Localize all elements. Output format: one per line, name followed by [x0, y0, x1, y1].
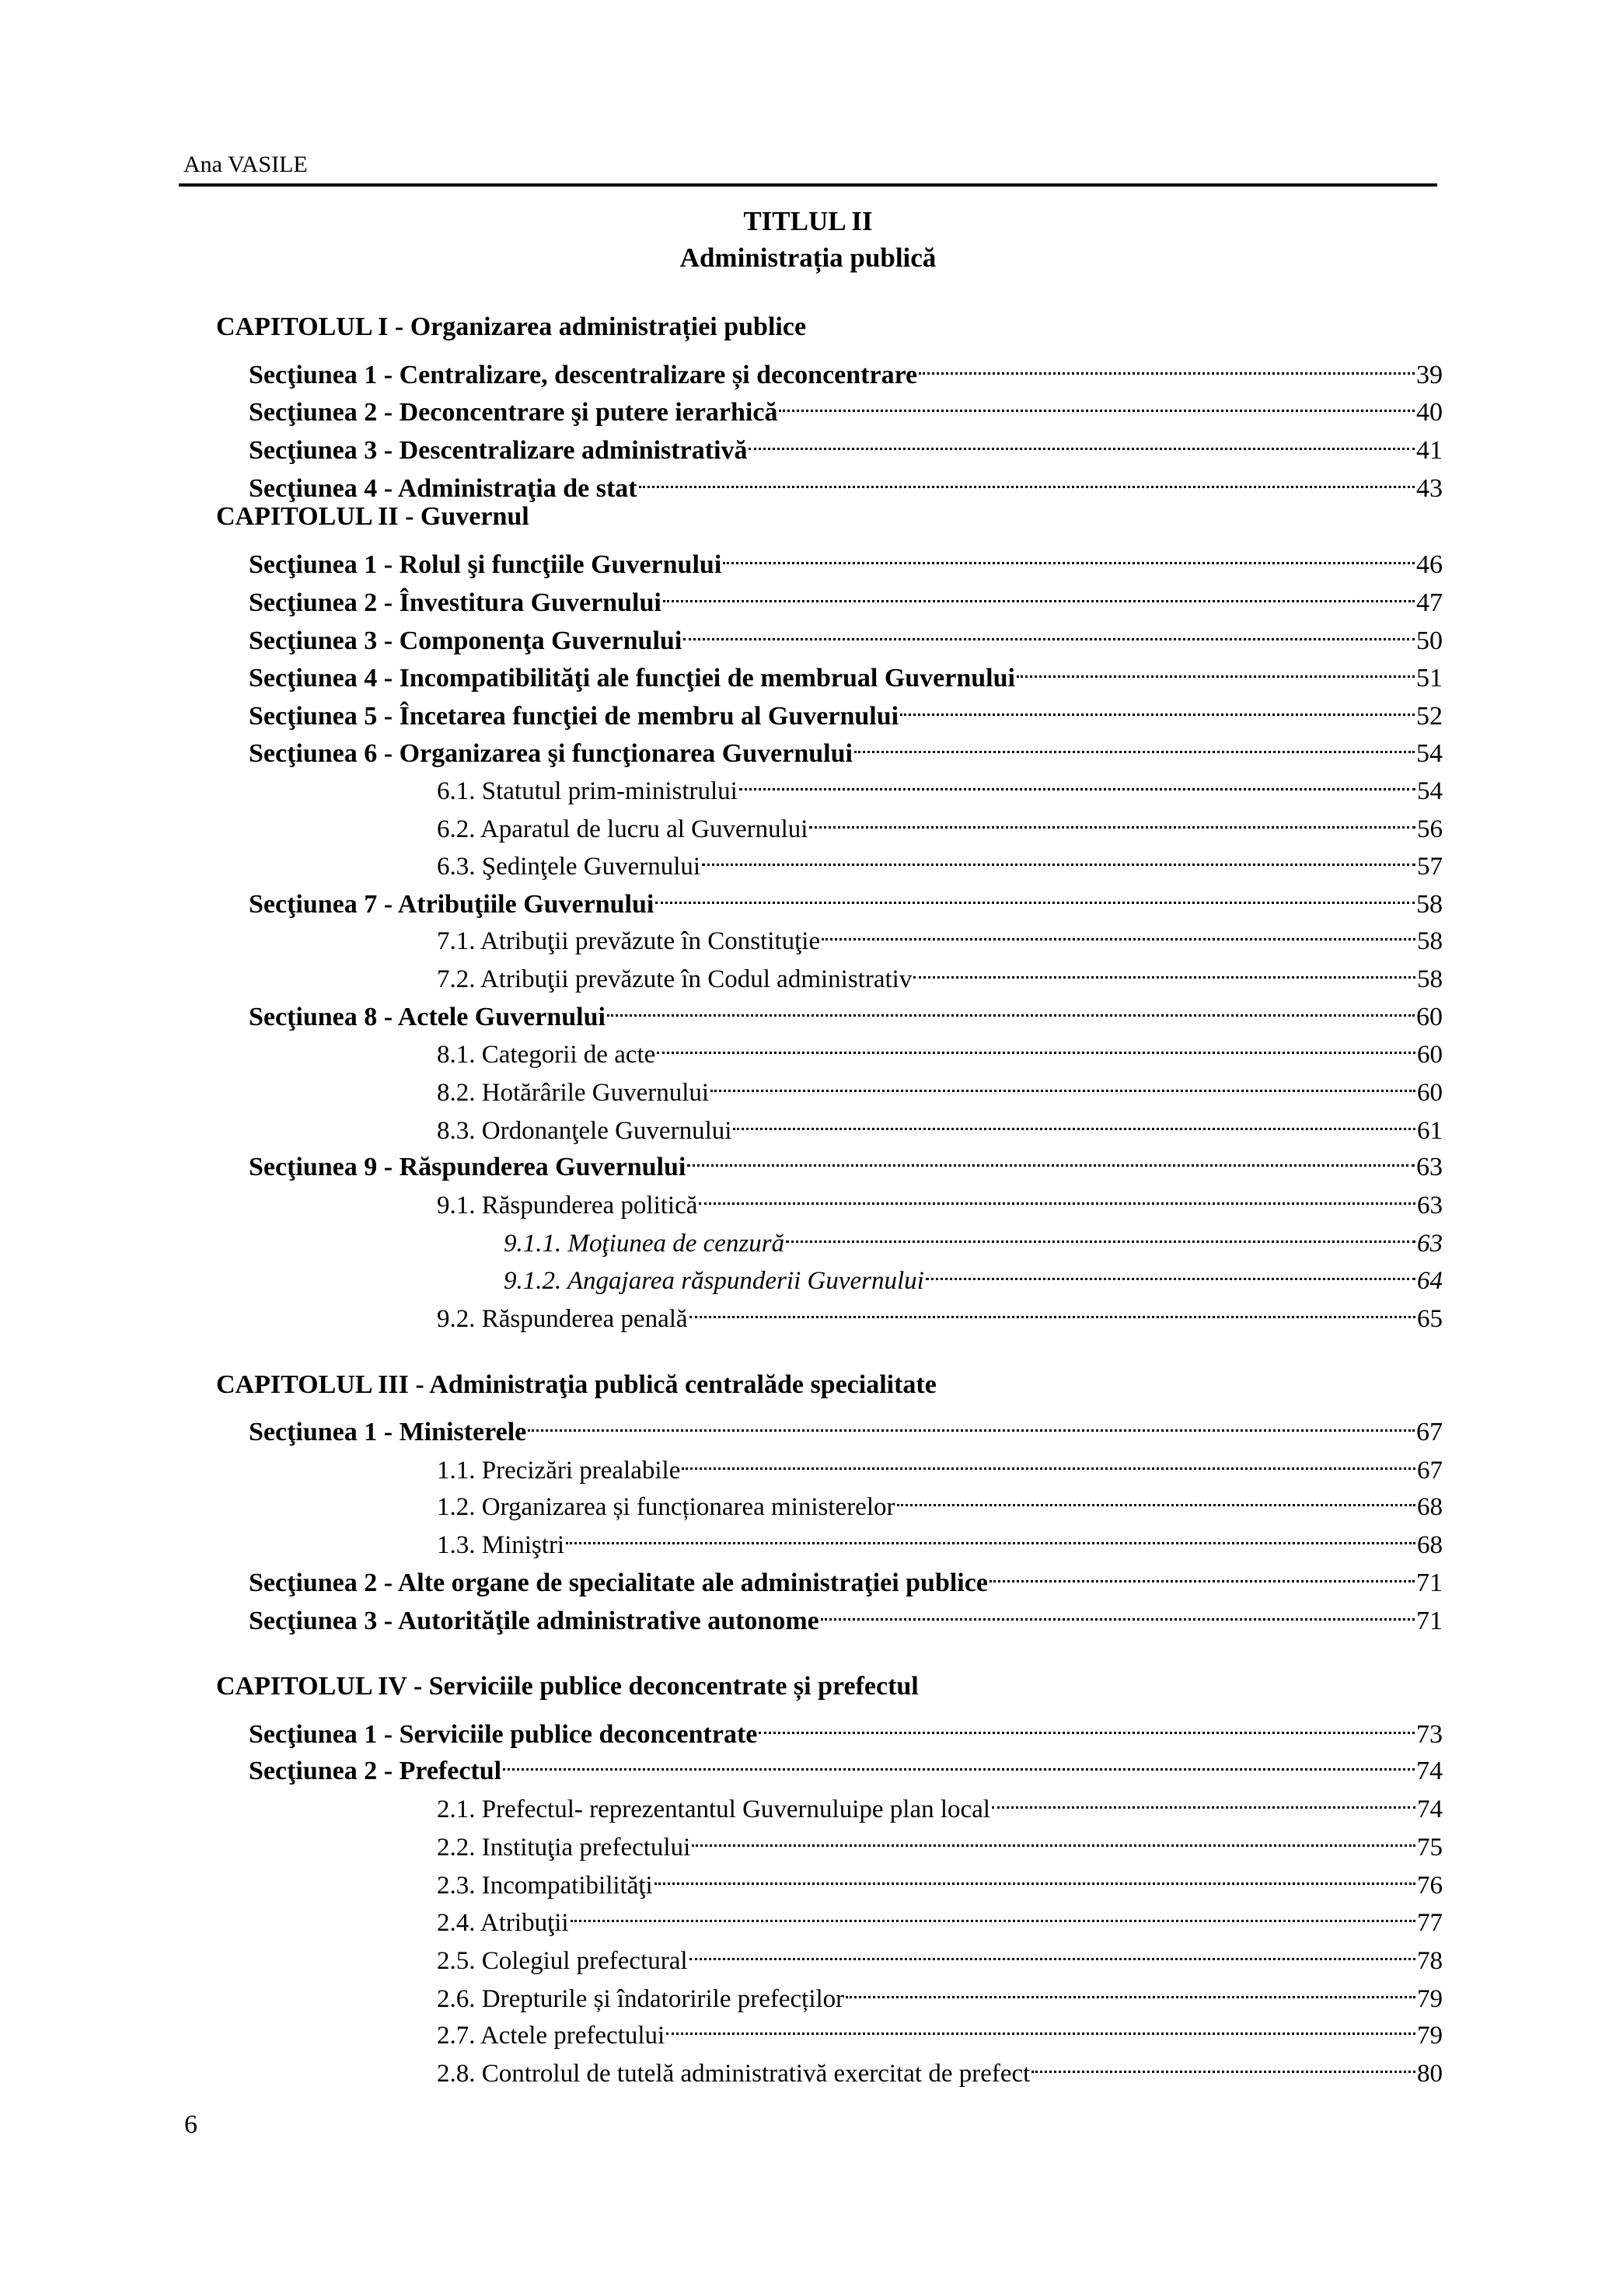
running-head-author: Ana VASILE [183, 152, 308, 177]
toc-entry-page-number: 71 [1416, 1568, 1443, 1597]
toc-entry-label: CAPITOLUL III - Administraţia publică centralăde specialitate [216, 1370, 937, 1399]
toc-sub-entry[interactable] [437, 1103, 1443, 1145]
toc-section-entry[interactable] [249, 689, 1443, 731]
toc-entry-label: Secţiunea 2 - Deconcentrare şi putere ierarhică [249, 398, 778, 427]
toc-sub-entry[interactable] [437, 951, 1443, 993]
toc-sub-entry[interactable] [437, 1065, 1443, 1107]
dot-leader [900, 689, 1415, 724]
dot-leader [897, 1479, 1416, 1515]
dot-leader [689, 1291, 1415, 1327]
toc-chapter-entry[interactable] [216, 499, 529, 535]
dot-leader [657, 1027, 1415, 1063]
dot-leader [992, 1781, 1415, 1817]
toc-entry-page-number: 71 [1416, 1607, 1443, 1635]
dot-leader [822, 913, 1415, 949]
dot-leader [692, 1820, 1415, 1855]
toc-sub-entry[interactable] [437, 1178, 1443, 1220]
toc-entry-page-number: 56 [1417, 815, 1443, 843]
toc-entry-label: Secţiunea 3 - Autorităţile administrative autonome [249, 1607, 819, 1635]
toc-entry-page-number: 76 [1417, 1872, 1443, 1900]
toc-entry-page-number: 54 [1417, 777, 1443, 805]
toc-sub-entry[interactable] [437, 801, 1443, 843]
toc-entry-page-number: 57 [1417, 853, 1443, 881]
toc-section-entry[interactable] [249, 385, 1443, 427]
toc-entry-page-number: 61 [1417, 1117, 1443, 1145]
dot-leader [689, 1933, 1415, 1969]
toc-entry-label: 2.7. Actele prefectului [437, 2022, 665, 2050]
toc-entry-label: 1.3. Miniştri [437, 1531, 565, 1559]
toc-entry-label: 6.1. Statutul prim-ministrului [437, 777, 738, 805]
toc-entry-page-number: 80 [1417, 2060, 1443, 2088]
toc-entry-label: Secţiunea 2 - Prefectul [249, 1757, 502, 1785]
toc-entry-page-number: 40 [1416, 398, 1443, 427]
toc-entry-page-number: 50 [1416, 626, 1443, 655]
dot-leader [989, 1555, 1415, 1591]
dot-leader [655, 877, 1415, 912]
dot-leader [809, 801, 1415, 837]
dot-leader [779, 385, 1415, 420]
toc-entry-label: CAPITOLUL IV - Serviciile publice deconcentrate și prefectul [216, 1672, 919, 1701]
toc-entry-page-number: 79 [1417, 2022, 1443, 2050]
toc-section-entry[interactable] [249, 461, 1443, 503]
toc-entry-page-number: 79 [1417, 1985, 1443, 2013]
toc-entry-page-number: 41 [1416, 436, 1443, 465]
toc-entry-label: Secţiunea 1 - Serviciile publice deconcentrate [249, 1720, 758, 1749]
dot-leader [639, 461, 1415, 497]
toc-entry-label: 8.2. Hotărârile Guvernului [437, 1079, 710, 1107]
toc-sub-entry[interactable] [437, 1443, 1443, 1485]
toc-entry-label: Secţiunea 4 - Incompatibilităţi ale funcţiei de membrual Guvernului [249, 664, 1015, 693]
toc-entry-page-number: 43 [1416, 474, 1443, 503]
toc-section-entry[interactable] [249, 651, 1443, 693]
toc-entry-page-number: 60 [1417, 1079, 1443, 1107]
toc-entry-label: Secţiunea 1 - Ministerele [249, 1418, 527, 1446]
toc-entry-label: Secţiunea 6 - Organizarea şi funcţionarea Guvernului [249, 739, 853, 768]
dot-leader [786, 1216, 1415, 1251]
toc-entry-page-number: 77 [1417, 1909, 1443, 1937]
toc-subsub-entry[interactable] [504, 1216, 1443, 1258]
toc-entry-page-number: 52 [1416, 702, 1443, 731]
toc-entry-label: 9.1. Răspunderea politică [437, 1192, 698, 1220]
toc-sub-entry[interactable] [437, 2046, 1443, 2088]
dot-leader [739, 763, 1415, 799]
toc-entry-label: Secţiunea 1 - Rolul şi funcţiile Guvernului [249, 550, 722, 579]
dot-leader [759, 1707, 1415, 1743]
toc-section-entry[interactable] [249, 1139, 1443, 1181]
toc-entry-page-number: 63 [1417, 1192, 1443, 1220]
toc-entry-label: Secţiunea 1 - Centralizare, descentralizare și deconcentrare [249, 361, 918, 389]
dot-leader [682, 1443, 1415, 1478]
toc-sub-entry[interactable] [437, 1291, 1443, 1333]
toc-entry-page-number: 51 [1416, 664, 1443, 693]
toc-entry-label: 2.2. Instituţia prefectului [437, 1834, 691, 1862]
dot-leader [503, 1743, 1415, 1779]
toc-section-entry[interactable] [249, 423, 1443, 465]
dot-leader [854, 726, 1415, 762]
toc-sub-entry[interactable] [437, 1027, 1443, 1069]
toc-entry-label: 2.6. Drepturile și îndatoririle prefecților [437, 1985, 845, 2013]
toc-section-entry[interactable] [249, 1707, 1443, 1749]
dot-leader [699, 1178, 1415, 1213]
toc-sub-entry[interactable] [437, 1517, 1443, 1559]
toc-entry-page-number: 75 [1417, 1834, 1443, 1862]
dot-leader [702, 839, 1415, 874]
toc-entry-label: 1.1. Precizări prealabile [437, 1457, 681, 1485]
toc-entry-page-number: 47 [1416, 588, 1443, 617]
toc-entry-label: 2.4. Atribuţii [437, 1909, 569, 1937]
toc-entry-label: 8.3. Ordonanţele Guvernului [437, 1117, 732, 1145]
dot-leader [528, 1404, 1415, 1440]
toc-sub-entry[interactable] [437, 839, 1443, 881]
toc-entry-page-number: 65 [1417, 1305, 1443, 1333]
toc-entry-label: Secţiunea 8 - Actele Guvernului [249, 1003, 606, 1031]
toc-entry-page-number: 60 [1416, 1003, 1443, 1031]
toc-sub-entry[interactable] [437, 913, 1443, 955]
toc-chapter-entry[interactable] [216, 1367, 937, 1403]
toc-entry-label: Secţiunea 4 - Administraţia de stat [249, 474, 637, 503]
toc-entry-label: Secţiunea 5 - Încetarea funcţiei de membru al Guvernului [249, 702, 899, 731]
toc-entry-page-number: 39 [1416, 361, 1443, 389]
dot-leader [1017, 651, 1415, 686]
toc-entry-label: 2.8. Controlul de tutelă administrativă exercitat de prefect [437, 2060, 1031, 2088]
toc-sub-entry[interactable] [437, 1933, 1443, 1975]
toc-entry-label: Secţiunea 2 - Învestitura Guvernului [249, 588, 661, 617]
toc-entry-page-number: 46 [1416, 550, 1443, 579]
toc-section-entry[interactable] [249, 575, 1443, 617]
toc-entry-page-number: 63 [1417, 1230, 1443, 1258]
toc-chapter-entry[interactable] [216, 1669, 919, 1705]
toc-chapter-entry[interactable] [216, 309, 806, 345]
dot-leader [749, 423, 1415, 459]
toc-entry-page-number: 68 [1417, 1531, 1443, 1559]
toc-section-entry[interactable] [249, 1593, 1443, 1635]
toc-sub-entry[interactable] [437, 763, 1443, 805]
toc-entry-label: 9.2. Răspunderea penală [437, 1305, 688, 1333]
toc-entry-label: 7.2. Atribuţii prevăzute în Codul administrativ [437, 965, 913, 993]
dot-leader [821, 1593, 1415, 1629]
toc-sub-entry[interactable] [437, 2008, 1443, 2050]
toc-section-entry[interactable] [249, 347, 1443, 389]
toc-entry-label: 6.2. Aparatul de lucru al Guvernului [437, 815, 808, 843]
toc-entry-label: CAPITOLUL II - Guvernul [216, 502, 529, 531]
dot-leader [733, 1103, 1415, 1139]
toc-entry-label: 2.3. Incompatibilităţi [437, 1872, 653, 1900]
dot-leader [666, 2008, 1415, 2043]
toc-sub-entry[interactable] [437, 1971, 1443, 2013]
dot-leader [1031, 2046, 1415, 2081]
dot-leader [654, 1858, 1415, 1893]
toc-entry-page-number: 58 [1416, 890, 1443, 919]
toc-entry-page-number: 60 [1417, 1041, 1443, 1069]
toc-sub-entry[interactable] [437, 1781, 1443, 1823]
toc-entry-label: Secţiunea 3 - Descentralizare administrativă [249, 436, 748, 465]
toc-entry-page-number: 58 [1417, 927, 1443, 955]
dot-leader [663, 575, 1415, 611]
toc-entry-page-number: 73 [1416, 1720, 1443, 1749]
toc-sub-entry[interactable] [437, 1820, 1443, 1862]
toc-section-entry[interactable] [249, 726, 1443, 768]
toc-entry-label: 9.1.1. Moţiunea de cenzură [504, 1230, 785, 1258]
toc-section-entry[interactable] [249, 989, 1443, 1031]
toc-entry-page-number: 78 [1417, 1947, 1443, 1975]
toc-entry-label: Secţiunea 7 - Atribuţiile Guvernului [249, 890, 654, 919]
toc-entry-page-number: 54 [1416, 739, 1443, 768]
dot-leader [687, 1139, 1415, 1175]
toc-entry-page-number: 63 [1416, 1153, 1443, 1181]
part-subtitle: Administrația publică [679, 243, 937, 273]
toc-section-entry[interactable] [249, 877, 1443, 919]
toc-section-entry[interactable] [249, 537, 1443, 579]
toc-section-entry[interactable] [249, 613, 1443, 655]
toc-entry-label: 8.1. Categorii de acte [437, 1041, 656, 1069]
toc-entry-page-number: 64 [1417, 1267, 1443, 1295]
toc-entry-page-number: 74 [1417, 1795, 1443, 1823]
toc-section-entry[interactable] [249, 1404, 1443, 1446]
toc-entry-label: CAPITOLUL I - Organizarea administrației publice [216, 312, 807, 341]
toc-sub-entry[interactable] [437, 1479, 1443, 1521]
toc-entry-page-number: 58 [1417, 965, 1443, 993]
dot-leader [683, 613, 1415, 649]
toc-section-entry[interactable] [249, 1555, 1443, 1597]
toc-entry-label: 9.1.2. Angajarea răspunderii Guvernului [504, 1267, 924, 1295]
dot-leader [846, 1971, 1415, 2007]
dot-leader [723, 537, 1415, 573]
dot-leader [607, 989, 1415, 1025]
toc-entry-page-number: 68 [1417, 1493, 1443, 1521]
page-number: 6 [184, 2110, 197, 2139]
toc-entry-label: 2.1. Prefectul- reprezentantul Guvernuluipe plan local [437, 1795, 990, 1823]
toc-entry-page-number: 74 [1416, 1757, 1443, 1785]
toc-entry-page-number: 67 [1417, 1457, 1443, 1485]
dot-leader [566, 1517, 1415, 1553]
dot-leader [913, 951, 1415, 987]
part-title: TITLUL II [743, 206, 873, 236]
toc-entry-label: Secţiunea 3 - Componenţa Guvernului [249, 626, 682, 655]
toc-entry-label: 6.3. Şedinţele Guvernului [437, 853, 701, 881]
toc-entry-label: 2.5. Colegiul prefectural [437, 1947, 688, 1975]
dot-leader [710, 1065, 1415, 1101]
toc-entry-page-number: 67 [1416, 1418, 1443, 1446]
dot-leader [926, 1253, 1415, 1289]
toc-entry-label: Secţiunea 2 - Alte organe de specialitate ale administraţiei publice [249, 1568, 988, 1597]
dot-leader [919, 347, 1415, 383]
toc-entry-label: 7.1. Atribuţii prevăzute în Constituţie [437, 927, 821, 955]
toc-sub-entry[interactable] [437, 1858, 1443, 1900]
toc-entry-label: Secţiunea 9 - Răspunderea Guvernului [249, 1153, 686, 1181]
dot-leader [571, 1895, 1415, 1931]
toc-sub-entry[interactable] [437, 1895, 1443, 1937]
toc-entry-label: 1.2. Organizarea și funcționarea ministerelor [437, 1493, 895, 1521]
toc-section-entry[interactable] [249, 1743, 1443, 1785]
toc-subsub-entry[interactable] [504, 1253, 1443, 1295]
